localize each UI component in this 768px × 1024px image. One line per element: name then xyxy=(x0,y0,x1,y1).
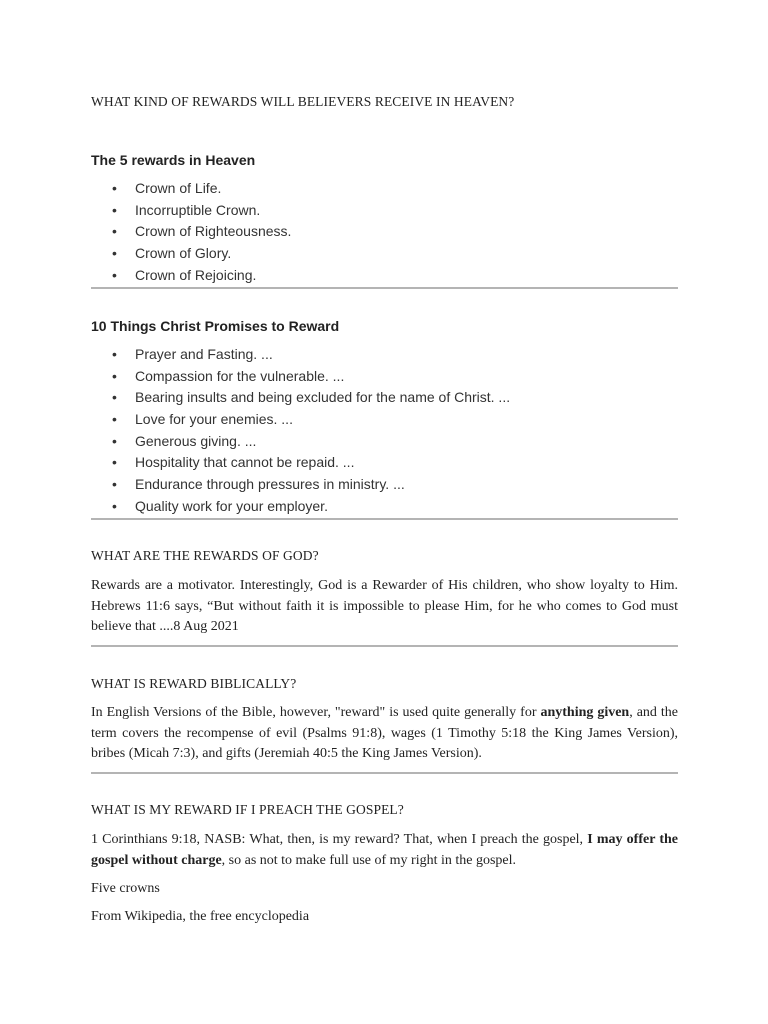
paragraph-rewards-of-god: Rewards are a motivator. Interestingly, God is a Rewarder of His children, who show loyalty to Him. Hebrews 11:6 says, “But without faith it is impossible to please Him, for he who comes to God must believe that ....8 Aug 2021 xyxy=(91,578,678,634)
list-item: • Crown of Rejoicing. xyxy=(91,265,678,287)
bullet-icon: • xyxy=(112,180,117,196)
divider xyxy=(91,287,678,289)
list-item: • Love for your enemies. ... xyxy=(91,409,678,431)
list-item: • Quality work for your employer. xyxy=(91,496,678,518)
bullet-icon: • xyxy=(112,346,117,362)
list-item: • Crown of Righteousness. xyxy=(91,221,678,243)
rewards-list xyxy=(91,178,678,286)
list-item: • Prayer and Fasting. ... xyxy=(91,344,678,366)
list-item: • Compassion for the vulnerable. ... xyxy=(91,366,678,388)
divider xyxy=(91,645,678,647)
bullet-icon: • xyxy=(112,201,117,218)
bullet-icon: • xyxy=(112,476,117,493)
list-item: • Endurance through pressures in ministry. ... xyxy=(91,474,678,496)
paragraph-preach-gospel: 1 Corinthians 9:18, NASB: What, then, is my reward? That, when I preach the gospel, I may offer the gospel without charge, so as not to make full use of my right in the gospel. xyxy=(91,832,678,868)
paragraph-reward-biblically: In English Versions of the Bible, however, "reward" is used quite generally for anything given, and the term covers the recompense of evil (Psalms 91:8), wages (1 Timothy 5:18 the King James Version), bribes (Micah 7:3), and gifts (Jeremiah 40:5 the King James Version). xyxy=(91,705,678,761)
bullet-icon: • xyxy=(112,223,117,240)
bullet-icon: • xyxy=(112,245,117,262)
section-heading-rewards-of-god: WHAT ARE THE REWARDS OF GOD? xyxy=(91,548,319,563)
list-item: • Crown of Glory. xyxy=(91,243,678,265)
bullet-icon: • xyxy=(112,454,117,471)
section-title-promises: 10 Things Christ Promises to Reward xyxy=(91,318,340,334)
list-item: • Hospitality that cannot be repaid. ... xyxy=(91,452,678,474)
section-title-rewards: The 5 rewards in Heaven xyxy=(91,152,256,168)
bullet-icon: • xyxy=(112,266,117,283)
section-heading-preach-gospel: WHAT IS MY REWARD IF I PREACH THE GOSPEL? xyxy=(91,802,404,817)
line-wikipedia-source: From Wikipedia, the free encyclopedia xyxy=(91,909,310,924)
bullet-icon: • xyxy=(112,389,117,406)
bullet-icon: • xyxy=(112,367,117,384)
list-item: • Crown of Life. xyxy=(91,178,678,200)
divider xyxy=(91,518,678,520)
bullet-icon: • xyxy=(112,411,117,428)
list-item: • Bearing insults and being excluded for the name of Christ. ... xyxy=(91,387,678,409)
bold-phrase: anything given xyxy=(540,705,630,720)
section-heading-reward-biblically: WHAT IS REWARD BIBLICALLY? xyxy=(91,676,297,691)
page-heading: WHAT KIND OF REWARDS WILL BELIEVERS RECEIVE IN HEAVEN? xyxy=(91,94,515,109)
bold-phrase: I may offer the gospel without charge xyxy=(91,832,678,868)
list-item: • Incorruptible Crown. xyxy=(91,200,678,222)
line-five-crowns: Five crowns xyxy=(91,881,160,896)
divider xyxy=(91,772,678,774)
promises-list xyxy=(91,344,678,518)
bullet-icon: • xyxy=(112,432,117,449)
bullet-icon: • xyxy=(112,497,117,514)
list-item: • Generous giving. ... xyxy=(91,431,678,453)
